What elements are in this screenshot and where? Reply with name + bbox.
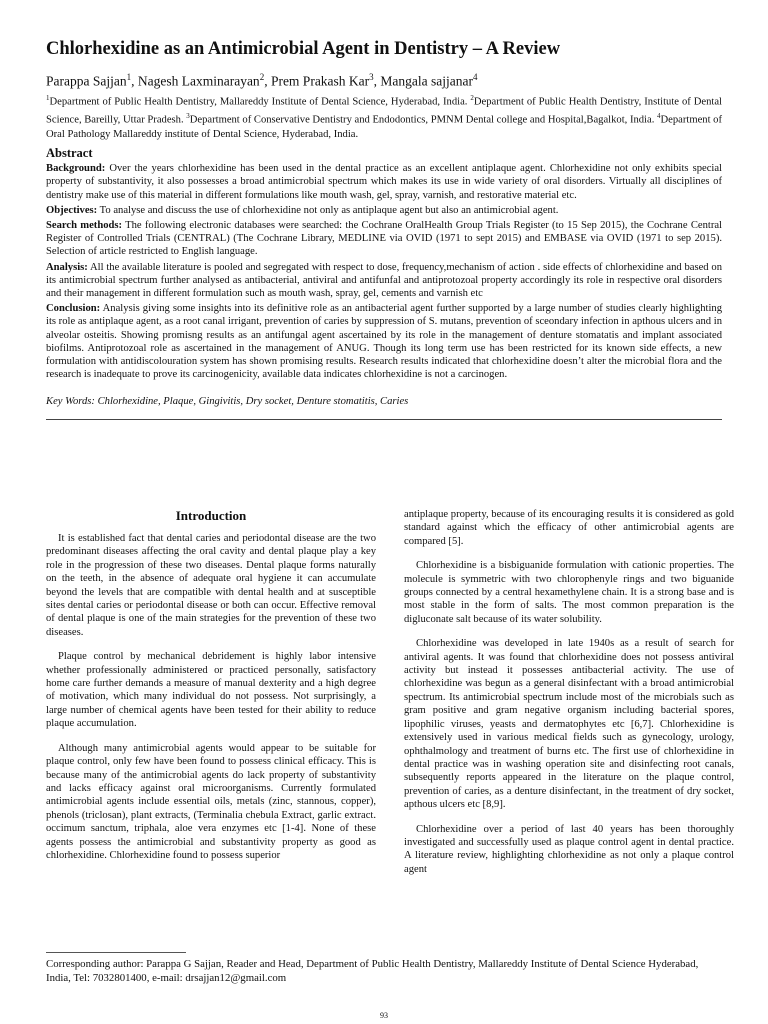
- abstract-label: Background:: [46, 163, 106, 175]
- abstract-analysis: [46, 261, 722, 301]
- body-paragraph: Chlorhexidine was developed in late 1940s as a result of search for antiviral agents. It was found that chlorhexidine does not possess antiviral activity but instead it possesses antibacterial activity. The use of chlorhexidine was begun as a general disinfectant with a broad antimicrobial spectrum. Its antimicrobial spectrum include most of the microbials such as gram positive and gram negative organism including bacterial spores, lipophilic viruses, yeasts and dermatophytes etc [6,7]. Chlorhexidine is extensively used in various medical fields such as gynecology, urology, ophthalmology and treatment of burns etc. The first use of chlorhexidine in dental practice was in washing operation site and disinfecting root canals, subsequently reports appeared in the literature on the plaque control, prevention of caries, as a denture disinfectant, in the treatment of dry socket, apthous ulcers etc [8,9].: [404, 638, 734, 811]
- article-title: Chlorhexidine as an Antimicrobial Agent in Dentistry – A Review: [46, 39, 561, 59]
- abstract-label: Analysis:: [46, 261, 88, 273]
- affiliations: [46, 91, 722, 143]
- abstract-label: Search methods:: [46, 219, 123, 231]
- author-name: Parappa Sajjan: [46, 73, 127, 89]
- aff-sup: 2: [470, 93, 474, 102]
- section-divider: [46, 419, 722, 420]
- aff-sup: 3: [186, 112, 190, 121]
- body-paragraph: Plaque control by mechanical debridement is highly labor intensive whether professionally administered or practiced personally, satisfactory home care further demands a measure of manual dexterity and a high degree of motivation, which many individual do not possess. Not surprisingly, a large number of chemical agents have been tested for their ability to reduce plaque accumulation.: [46, 651, 376, 730]
- author-name: , Nagesh Laxminarayan: [131, 73, 260, 89]
- abstract-heading: Abstract: [46, 146, 93, 161]
- abstract-search-methods: [46, 219, 722, 259]
- author-sup: 3: [369, 72, 374, 82]
- introduction-heading: Introduction: [175, 508, 247, 523]
- author-sup: 4: [473, 72, 478, 82]
- corresponding-author: Corresponding author: Parappa G Sajjan, Reader and Head, Department of Public Health Dentistry, Mallareddy Institute of Dental Science Hyderabad, India, Tel: 7032801400, e-mail: drsajjan12@gmail.com: [46, 958, 699, 984]
- aff-sup: 4: [657, 112, 661, 121]
- abstract-label: Objectives:: [46, 204, 98, 216]
- aff-sup: 1: [46, 93, 50, 102]
- author-sup: 2: [259, 72, 265, 82]
- page-number: 93: [380, 1011, 388, 1020]
- body-columns: [46, 508, 734, 887]
- author-list: [46, 68, 722, 91]
- abstract-text: Analysis giving some insights into its definitive role as an antibacterial agent further supported by a large number of studies clearly highlighting its role as antiplaque agent, as a root canal irrigant, prevention of caries by suppression of S. mutans, prevention of sceondary infection in apthous ulcers and in alveolar osteitis. Showing promisng results as an antifungal agent ascertained by its role in the management of denture stomatatis and implant associated biofilms. Antiprotozoal role as ascertained in the management of ANUG. Though its long term use has been restricted for its known side effects, a new formulation with antidiscolouration system has shown promising results. Research results indicated that chlorhexidine doesn’t alter the microbial flora and the research is inadequate to prove its carcinogenicity, available data indicates chlorhexidine is not a carcinogen.: [46, 303, 722, 381]
- abstract-objectives: [46, 204, 722, 217]
- abstract-background: [46, 162, 722, 202]
- author-sup: 1: [126, 72, 132, 82]
- abstract-text: Over the years chlorhexidine has been used in the dental practice as an excellent antiplaque agent. Chlorhexidine not only exhibits special property of substantivity, it also possesses a broad antimicrobial spectrum which makes its use in wide variety of oral disorders. Virtually all disciplines of dentistry make use of this material in different formulations like mouth wash, gel, spray, varnish, and restorative material etc.: [46, 163, 722, 201]
- footnote-divider: [46, 952, 186, 953]
- aff-text: Department of Public Health Dentistry, Mallareddy Institute of Dental Science, Hyderabad, India.: [49, 96, 471, 108]
- right-column: [404, 508, 734, 887]
- body-paragraph: Although many antimicrobial agents would appear to be suitable for plaque control, only few have been found to possess clinical efficacy. This is because many of the antimicrobial agents do lack property of substantivity and lacks efficacy against oral microorganisms. Currently formulated antimicrobial agents include essential oils, metals (zinc, stannous, copper), phenols (triclosan), plant extracts, (Terminalia chebula Extract, garlic extract. occimum sanctum, triphala, aloe vera enzymes etc [1-4]. None of these agents possess the antimicrobial and substantivity property as good as chlorhexidine. Chlorhexidine found to possess superior: [46, 742, 376, 861]
- aff-text: Department of Public Health Dentistry, Institute of Dental Science, Bareilly, Uttar Pradesh.: [46, 96, 723, 126]
- abstract-text: All the available literature is pooled and segregated with respect to dose, frequency,mechanism of action . side effects of chlorhexidine and based on its antimicrobial spectrum further analysed as antibacterial, antiviral and antifunfal and antiprotozoal property accordingly its role in respective oral disorders and their management in different formulation such as mouth wash, spray, gel, cements and varnish etc: [46, 261, 722, 299]
- abstract-text: To analyse and discuss the use of chlorhexidine not only as antiplaque agent but also an antimicrobial agent.: [97, 204, 559, 216]
- body-paragraph: Chlorhexidine over a period of last 40 years has been thoroughly investigated and successfully used as plaque control agent in dental practice. A literature review, highlighting chlorhexidine as not only a plaque control agent: [404, 823, 734, 875]
- aff-text: Department of Conservative Dentistry and Endodontics, PMNM Dental college and Hospital,Bagalkot, India.: [189, 114, 658, 126]
- body-paragraph: Chlorhexidine is a bisbiguanide formulation with cationic properties. The molecule is symmetric with two chlorophenyle rings and two biguanide groups connected by a central hexamethylene chain. It is a strong base and is most stable in the form of salts. The most common preparation is the digluconate salt because of its water solubility.: [404, 560, 734, 625]
- body-paragraph: antiplaque property, because of its encouraging results it is considered as gold standard against which the efficacy of other antimicrobial agents are compared [5].: [404, 509, 734, 547]
- author-name: , Prem Prakash Kar: [264, 73, 370, 89]
- abstract-text: The following electronic databases were searched: the Cochrane OralHealth Group Trials Register (to 15 Sep 2015), the Cochrane Central Register of Controlled Trials (CENTRAL) (The Cochrane Library, MEDLINE via OVID (1971 to sept 2015) and EMBASE via OVID (1971 to sep 2015). Selection of article restricted to English language.: [46, 219, 722, 258]
- author-name: , Mangala sajjanar: [373, 73, 474, 89]
- abstract-label: Conclusion:: [46, 303, 101, 315]
- keywords: Key Words: Chlorhexidine, Plaque, Gingivitis, Dry socket, Denture stomatitis, Caries: [46, 396, 409, 408]
- body-paragraph: It is established fact that dental caries and periodontal disease are the two predominant diseases affecting the oral cavity and dental plaque play a key role in the progression of these two diseases. Dental plaque forms naturally on the teeth, in the absence of adequate oral hygiene it can accumulate beyond the levels that are compatible with dental health and at susceptible sites dental caries or periodontal disease or both can occur. Effective removal of dental plaque is one of the main strategies for the prevention of these two diseases.: [46, 533, 376, 638]
- abstract-conclusion: [46, 302, 722, 381]
- left-column: [46, 508, 376, 887]
- aff-text: Department of Oral Pathology Mallareddy institute of Dental Science, Hyderabad, India.: [46, 114, 722, 140]
